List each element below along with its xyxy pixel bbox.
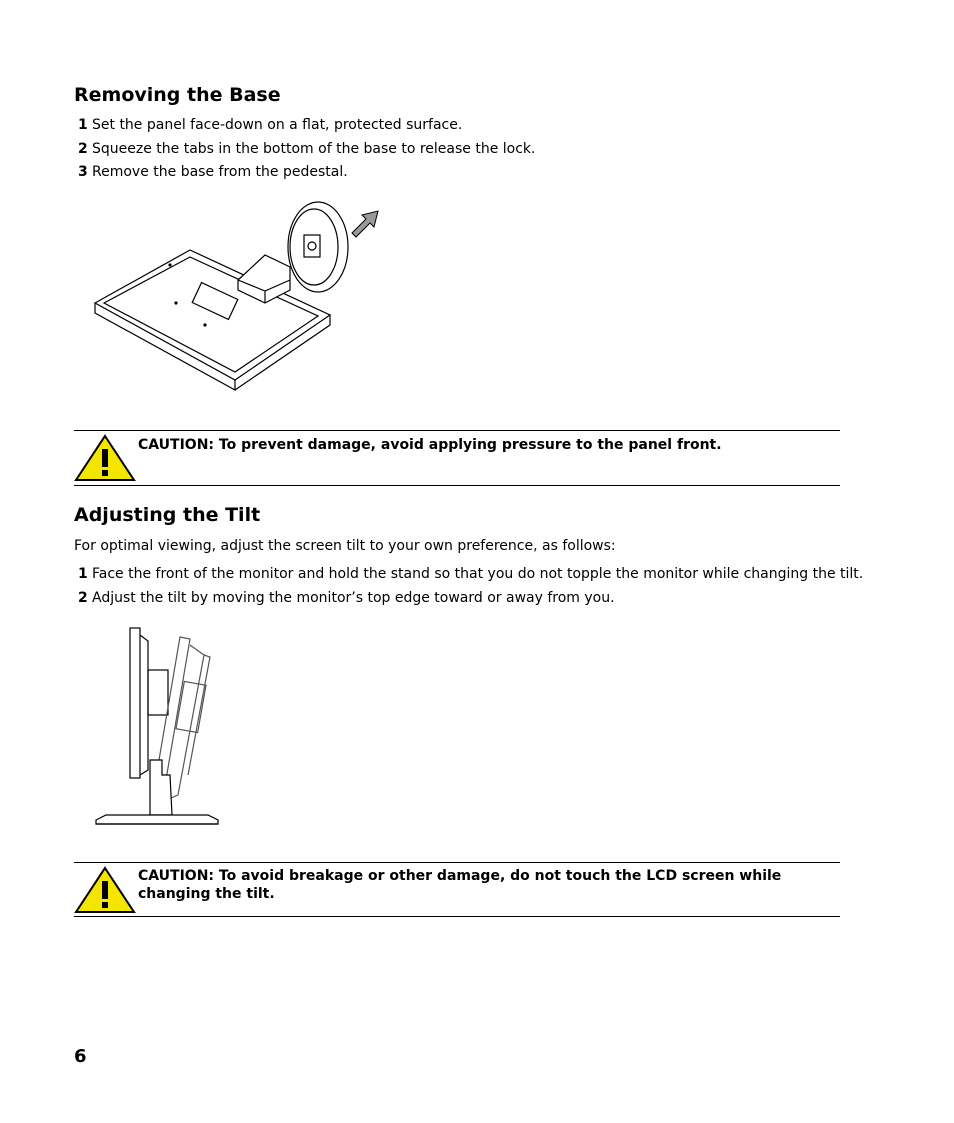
caution-top-rule bbox=[74, 430, 840, 431]
step-text: Squeeze the tabs in the bottom of the base to release the lock. bbox=[92, 141, 536, 157]
caution-text: CAUTION: To prevent damage, avoid applying pressure to the panel front. bbox=[138, 437, 722, 453]
step-text: Adjust the tilt by moving the monitor’s top edge toward or away from you. bbox=[92, 590, 615, 606]
step-1 bbox=[78, 566, 863, 582]
step-number: 1 bbox=[78, 566, 88, 582]
step-text: Face the front of the monitor and hold the stand so that you do not topple the monitor while changing the tilt. bbox=[92, 566, 864, 582]
step-number: 1 bbox=[78, 117, 88, 133]
step-2 bbox=[78, 590, 615, 606]
caution-top-rule bbox=[74, 862, 840, 863]
caution-bottom-rule bbox=[74, 485, 840, 486]
tilt-illustration bbox=[92, 625, 222, 830]
intro-paragraph: For optimal viewing, adjust the screen tilt to your own preference, as follows: bbox=[74, 538, 616, 554]
step-1 bbox=[78, 117, 462, 133]
step-number: 3 bbox=[78, 164, 88, 180]
step-number: 2 bbox=[78, 590, 88, 606]
caution-text: CAUTION: To avoid breakage or other damage, do not touch the LCD screen while changing the tilt. bbox=[138, 868, 782, 902]
caution-bottom-rule bbox=[74, 916, 840, 917]
section-title-removing-base: Removing the Base bbox=[74, 84, 281, 106]
step-text: Set the panel face-down on a flat, protected surface. bbox=[92, 117, 463, 133]
step-2 bbox=[78, 141, 535, 157]
step-text: Remove the base from the pedestal. bbox=[92, 164, 348, 180]
step-number: 2 bbox=[78, 141, 88, 157]
section-title-adjusting-tilt: Adjusting the Tilt bbox=[74, 504, 261, 526]
page-number: 6 bbox=[74, 1046, 87, 1067]
warning-icon bbox=[74, 866, 136, 914]
warning-icon bbox=[74, 434, 136, 482]
direction-arrow-icon bbox=[352, 211, 378, 237]
step-3 bbox=[78, 164, 348, 180]
remove-base-illustration bbox=[90, 195, 390, 395]
